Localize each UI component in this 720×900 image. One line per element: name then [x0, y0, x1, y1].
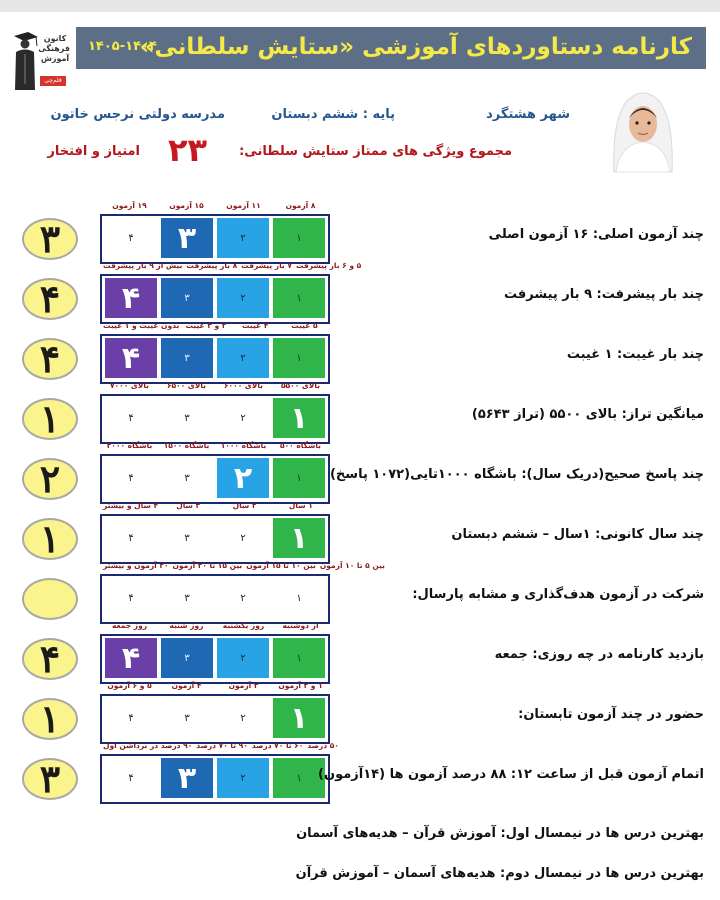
- level-label: ۶۰ تا ۷۰ درصد: [251, 741, 304, 750]
- level-label: ۴ آزمون: [171, 681, 202, 690]
- level-labels: [100, 560, 385, 572]
- row-question: اتمام آزمون قبل از ساعت ۱۲: ۸۸ درصد آزمون ها (۱۴آزمون): [318, 767, 704, 782]
- achievement-row: [0, 680, 720, 740]
- top-strip: [0, 0, 720, 12]
- level-label: ۹۰ تا ۷۰ درصد: [196, 741, 248, 750]
- level-labels: [100, 440, 330, 452]
- level-label: ۲ سال: [232, 501, 257, 510]
- level-label: روز یکشنبه: [222, 621, 265, 630]
- row-question: چند پاسخ صحیح(دریک سال): باشگاه ۱۰۰۰تایی(۱۰۷۲ پاسخ): [329, 467, 704, 482]
- level-cell: ۲: [217, 758, 269, 798]
- level-cell: ۲: [217, 458, 269, 498]
- level-cell: ۱: [273, 578, 325, 618]
- level-cell: ۲: [217, 698, 269, 738]
- row-question: شرکت در آزمون هدف‌گذاری و مشابه پارسال:: [412, 587, 704, 602]
- level-label: ۵ و ۶ آزمون: [107, 681, 152, 690]
- level-label: ۵ و ۶ بار پیشرفت: [295, 261, 362, 270]
- achievement-row: [0, 260, 720, 320]
- row-score-value: ۱: [39, 696, 61, 741]
- level-cell: ۳: [161, 458, 213, 498]
- level-labels: [100, 200, 330, 212]
- level-label: ۱۱ آزمون: [226, 201, 261, 210]
- level-cell: ۳: [161, 758, 213, 798]
- level-label: ۲۰ آزمون و بیشتر: [103, 561, 169, 570]
- level-labels: [100, 620, 330, 632]
- row-question: چند آزمون اصلی: ۱۶ آزمون اصلی: [488, 227, 704, 242]
- level-label: بالای ۶۰۰۰: [223, 381, 263, 390]
- level-cell: ۴: [105, 578, 157, 618]
- level-cell: ۱: [273, 218, 325, 258]
- level-label: ۹۰ درصد در برداشن اول: [103, 741, 193, 750]
- level-labels: [100, 320, 330, 332]
- row-score-circle: [22, 218, 78, 260]
- row-score-value: ۳: [39, 216, 61, 261]
- level-label: ۱۵ آزمون: [169, 201, 204, 210]
- best-subjects-second-semester: بهترین درس ها در نیمسال دوم: هدیه‌های آسمان – آموزش قرآن: [295, 866, 704, 881]
- level-cell: ۴: [105, 518, 157, 558]
- level-grid: [100, 274, 330, 324]
- features-label: مجموع ویژگی های ممتاز ستایش سلطانی:: [239, 144, 512, 159]
- level-cell: ۲: [217, 398, 269, 438]
- row-question: چند بار غیبت: ۱ غیبت: [566, 347, 704, 362]
- level-label: بین ۱۵ تا ۲۰ آزمون: [172, 561, 243, 570]
- level-grid: [100, 394, 330, 444]
- grade-label: پایه : ششم دبستان: [271, 107, 395, 122]
- level-labels: [100, 680, 330, 692]
- row-score-value: ۳: [39, 756, 61, 801]
- academic-years: ۱۴۰۵-۱۴۰۴: [88, 39, 157, 54]
- row-score-circle: [22, 278, 78, 320]
- level-cell: ۴: [105, 278, 157, 318]
- level-cell: ۱: [273, 698, 325, 738]
- level-cell: ۳: [161, 698, 213, 738]
- level-cell: ۱: [273, 758, 325, 798]
- level-cell: ۳: [161, 518, 213, 558]
- row-score-value: ۴: [39, 276, 61, 321]
- level-cell: ۳: [161, 338, 213, 378]
- best-subjects-first-semester: بهترین درس ها در نیمسال اول: آموزش قرآن – هدیه‌های آسمان: [296, 826, 704, 841]
- level-label: روز شنبه: [169, 621, 204, 630]
- level-label: ۱۹ آزمون: [112, 201, 147, 210]
- level-label: ۵ غیبت: [291, 321, 318, 330]
- report-title: کارنامه دستاوردهای آموزشی «ستایش سلطانی»: [139, 34, 692, 60]
- level-label: ۱ سال: [288, 501, 313, 510]
- row-score-circle: [22, 698, 78, 740]
- level-cell: ۳: [161, 398, 213, 438]
- row-score-value: ۴: [39, 336, 61, 381]
- level-grid: [100, 514, 330, 564]
- level-label: باشگاه ۱۵۰۰: [163, 441, 210, 450]
- level-label: ۳ سال: [176, 501, 201, 510]
- level-cell: ۴: [105, 638, 157, 678]
- level-grid: [100, 334, 330, 384]
- level-cell: ۴: [105, 458, 157, 498]
- level-label: بالای ۶۵۰۰: [166, 381, 206, 390]
- level-cell: ۴: [105, 398, 157, 438]
- row-score-value: ۱: [39, 516, 61, 561]
- level-cell: ۱: [273, 458, 325, 498]
- level-label: روز جمعه: [111, 621, 148, 630]
- achievement-row: [0, 380, 720, 440]
- row-score-circle: [22, 338, 78, 380]
- level-cell: ۲: [217, 638, 269, 678]
- level-label: بالای ۵۵۰۰: [280, 381, 320, 390]
- achievement-row: [0, 500, 720, 560]
- level-label: باشگاه ۲۰۰۰: [106, 441, 153, 450]
- level-label: ۸ آزمون: [285, 201, 316, 210]
- level-label: بین ۱۰ تا ۱۵ آزمون: [246, 561, 316, 570]
- level-cell: ۳: [161, 638, 213, 678]
- row-score-circle: [22, 578, 78, 620]
- level-cell: ۴: [105, 758, 157, 798]
- level-labels: [100, 500, 330, 512]
- level-grid: [100, 454, 330, 504]
- level-grid: [100, 634, 330, 684]
- row-question: حضور در چند آزمون تابستان:: [518, 707, 704, 722]
- level-cell: ۳: [161, 218, 213, 258]
- level-grid: [100, 574, 330, 624]
- level-labels: [100, 380, 330, 392]
- level-cell: ۳: [161, 578, 213, 618]
- row-question: میانگین تراز: بالای ۵۵۰۰ (تراز ۵۶۴۳): [471, 407, 704, 422]
- achievement-row: [0, 200, 720, 260]
- row-score-circle: [22, 398, 78, 440]
- school-label: مدرسه دولتی نرجس خاتون: [50, 107, 225, 122]
- achievement-row: [0, 620, 720, 680]
- level-label: بیش از ۹ بار پیشرفت: [103, 261, 183, 270]
- level-label: ۲ و ۳ غیبت: [185, 321, 227, 330]
- level-label: بالای ۷۰۰۰: [109, 381, 149, 390]
- level-cell: ۳: [161, 278, 213, 318]
- level-label: ۸ بار پیشرفت: [186, 261, 238, 270]
- level-cell: ۲: [217, 218, 269, 258]
- graduate-figure-icon: [10, 30, 40, 94]
- level-cell: ۲: [217, 518, 269, 558]
- level-label: باشگاه ۵۰۰: [280, 441, 321, 450]
- row-score-circle: [22, 518, 78, 560]
- level-label: از دوشنبه: [282, 621, 319, 630]
- row-score-value: ۲: [39, 456, 61, 501]
- level-cell: ۱: [273, 638, 325, 678]
- level-label: ۷ بار پیشرفت: [241, 261, 292, 270]
- row-score-value: ۱: [39, 396, 61, 441]
- row-score-circle: [22, 458, 78, 500]
- achievement-row: [0, 440, 720, 500]
- kanoon-logo: [10, 30, 68, 96]
- level-label: ۵۰ درصد: [307, 741, 339, 750]
- level-cell: ۱: [273, 518, 325, 558]
- row-question: چند بار پیشرفت: ۹ بار پیشرفت: [503, 287, 704, 302]
- level-labels: [100, 260, 362, 272]
- achievement-row: [0, 740, 720, 800]
- level-label: ۳ آزمون: [228, 681, 259, 690]
- student-photo: [606, 82, 680, 172]
- city-label: شهر هشتگرد: [486, 107, 570, 122]
- level-label: بدون غیبت و ۱ غیبت: [103, 321, 180, 330]
- row-score-value: ۴: [39, 636, 61, 681]
- level-label: ۴ سال و بیشتر: [103, 501, 159, 510]
- level-label: بین ۵ تا ۱۰ آزمون: [319, 561, 385, 570]
- level-cell: ۴: [105, 338, 157, 378]
- student-portrait-icon: [606, 82, 680, 172]
- level-cell: ۲: [217, 338, 269, 378]
- level-label: ۴ غیبت: [241, 321, 269, 330]
- total-score: ۲۳: [168, 131, 208, 169]
- level-grid: [100, 754, 330, 804]
- logo-text: کانون فرهنگی آموزش: [38, 34, 70, 63]
- level-cell: ۱: [273, 398, 325, 438]
- row-score-circle: [22, 758, 78, 800]
- row-question: چند سال کانونی: ۱سال – ششم دبستان: [451, 527, 704, 542]
- level-cell: ۱: [273, 278, 325, 318]
- level-cell: ۲: [217, 278, 269, 318]
- achievement-row: [0, 320, 720, 380]
- level-labels: [100, 740, 339, 752]
- score-label: امتیاز و افتخار: [47, 144, 140, 159]
- achievement-row: [0, 560, 720, 620]
- level-label: ۱ و ۲ آزمون: [278, 681, 323, 690]
- level-cell: ۴: [105, 698, 157, 738]
- row-score-circle: [22, 638, 78, 680]
- logo-badge: قلم‌چی: [40, 76, 66, 86]
- level-grid: [100, 214, 330, 264]
- level-cell: ۲: [217, 578, 269, 618]
- level-cell: ۴: [105, 218, 157, 258]
- level-cell: ۱: [273, 338, 325, 378]
- level-label: باشگاه ۱۰۰۰: [220, 441, 267, 450]
- title-banner: [76, 27, 706, 69]
- level-grid: [100, 694, 330, 744]
- row-question: بازدید کارنامه در چه روزی: جمعه: [494, 647, 704, 662]
